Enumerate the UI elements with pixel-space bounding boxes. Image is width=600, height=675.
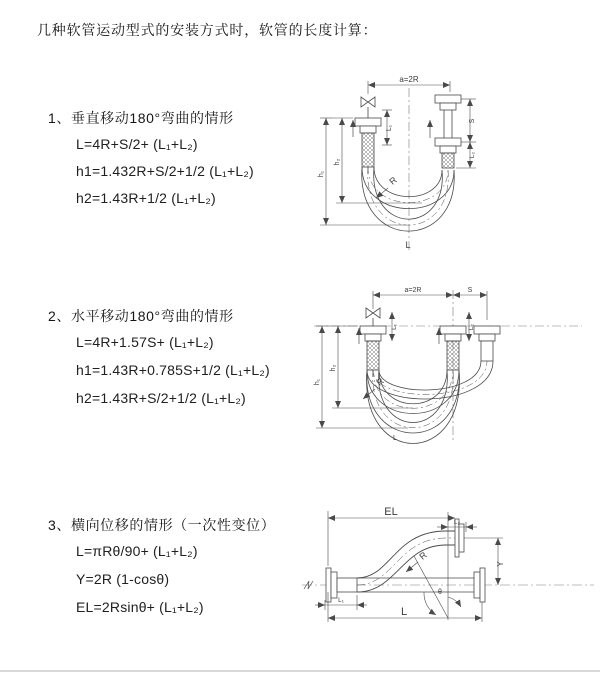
diagram-horizontal-180-bend <box>308 282 588 450</box>
radius-label: R <box>387 174 399 187</box>
dim-label-s: S <box>467 287 473 294</box>
diagram-vertical-180-bend <box>306 64 591 259</box>
valve-icon <box>361 97 375 118</box>
dim-label-h2: h₂ <box>334 158 341 166</box>
length-label: L <box>393 435 397 442</box>
dim-label-a2r: a=2R <box>399 75 419 84</box>
length-label: L <box>405 240 411 250</box>
hose-u-curves <box>362 167 455 231</box>
hose-s-curve <box>357 531 455 592</box>
dimension-a2r <box>373 291 487 320</box>
hose-braid-hatch <box>362 133 374 167</box>
page-bottom-edge <box>0 670 600 672</box>
angle-label: θ <box>438 589 442 596</box>
section-2-heading: 2、水平移动180°弯曲的情形 <box>48 308 234 324</box>
hose-braid-hatch <box>442 153 454 168</box>
section-1-formula-h2: h2=1.43R+1/2 (L₁+L₂) <box>76 190 216 206</box>
section-2-formula-h1: h1=1.43R+0.785S+1/2 (L₁+L₂) <box>76 362 270 378</box>
dim-label-a2r: a=2R <box>404 287 422 294</box>
valve-icon <box>366 308 380 326</box>
middle-pipe-fitting <box>440 326 466 370</box>
radius-leader-arrow <box>376 188 388 198</box>
dim-label-h2: h₂ <box>330 364 337 372</box>
dim-label-l: L <box>400 606 408 618</box>
dim-label-l2: L₂ <box>453 519 461 526</box>
left-pipe-fitting <box>360 326 386 370</box>
section-3-formula-EL: EL=2Rsinθ+ (L₁+L₂) <box>76 599 204 615</box>
dim-label-el: EL <box>384 506 398 518</box>
dim-label-s: S <box>469 118 476 124</box>
dim-label-h1: h₁ <box>318 170 325 178</box>
diagram-lateral-displacement <box>296 496 600 652</box>
dim-label-y: Y <box>496 561 505 567</box>
radius-label: R <box>374 375 386 388</box>
section-3-formula-L: L=πRθ/90+ (L₁+L₂) <box>76 543 198 559</box>
dim-label-l2: L₂ <box>468 323 475 331</box>
dim-label-l2: L₂ <box>469 151 476 159</box>
radius-label: R <box>417 549 429 562</box>
page-title: 几种软管运动型式的安装方式时，软管的长度计算： <box>37 22 378 38</box>
angle-theta-construction <box>414 556 461 618</box>
moved-pipe-fitting <box>474 326 500 361</box>
hose-braid-hatch <box>367 341 379 370</box>
dim-label-l1: L₁ <box>338 597 344 604</box>
right-pipe-fitting <box>435 95 461 168</box>
section-2-formula-L: L=4R+1.57S+ (L₁+L₂) <box>76 334 214 350</box>
dimension-h1 <box>316 326 408 428</box>
dim-label-l1: L₁ <box>391 324 398 330</box>
left-pipe-fitting <box>355 118 381 167</box>
section-1-formula-L: L=4R+S/2+ (L₁+L₂) <box>76 136 198 152</box>
dim-label-l1: L₁ <box>386 124 393 132</box>
radius-leader-arrow <box>406 562 418 572</box>
right-flange <box>474 568 485 602</box>
section-1-formula-h1: h1=1.432R+S/2+1/2 (L₁+L₂) <box>76 163 254 179</box>
section-3-formula-Y: Y=2R (1-cosθ) <box>76 571 170 587</box>
hose-u-curves-moved <box>367 361 493 399</box>
section-1-heading: 1、垂直移动180°弯曲的情形 <box>48 110 234 126</box>
section-3-heading: 3、横向位移的情形（一次性变位） <box>48 517 276 533</box>
dim-label-h1: h₁ <box>314 378 321 386</box>
hose-braid-hatch <box>447 341 459 370</box>
section-2-formula-h2: h2=1.43R+S/2+1/2 (L₁+L₂) <box>76 390 246 406</box>
